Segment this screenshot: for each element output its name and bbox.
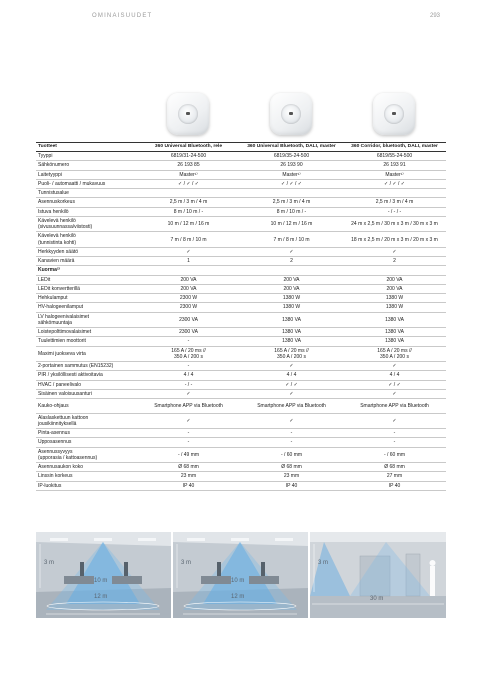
outer-range-label: 12 m — [231, 594, 245, 600]
table-cell: 18 m x 2,5 m / 20 m x 3 m / 20 m x 3 m — [343, 232, 446, 248]
row-label: LEDit konvertterillä — [36, 284, 137, 293]
table-row — [36, 284, 446, 293]
table-cell: 8 m / 10 m / - — [240, 207, 343, 216]
table-cell: Master¹⁾ — [137, 170, 240, 179]
table-cell: - — [137, 337, 240, 346]
table-row — [36, 481, 446, 490]
office-detection-illustration — [173, 532, 308, 618]
row-label: Asennuskorkeus — [36, 198, 137, 207]
corridor-range-label: 30 m — [370, 596, 384, 602]
row-label: Kävelevä henkilö (sivusuunnassa/viistosti) — [36, 216, 137, 232]
table-cell: ✓ — [137, 247, 240, 256]
table-header-row — [36, 143, 446, 152]
table-row — [36, 189, 446, 198]
table-cell: 165 A / 20 ms // 350 A / 200 s — [137, 346, 240, 362]
table-row — [36, 472, 446, 481]
row-label: Maximi juokseva virta — [36, 346, 137, 362]
product-image-corridor-dali — [343, 93, 446, 137]
inner-range-label: 10 m — [94, 578, 108, 584]
product-image-universal-rele — [137, 93, 240, 137]
table-cell: 23 mm — [240, 472, 343, 481]
table-cell: Ø 68 mm — [240, 463, 343, 472]
table-cell: ✓ — [343, 247, 446, 256]
table-cell: - / 60 mm — [240, 447, 343, 463]
table-cell: - — [137, 362, 240, 371]
table-row — [36, 232, 446, 248]
row-label: Tunnistusalue — [36, 189, 137, 198]
table-cell: 200 VA — [240, 284, 343, 293]
table-cell: 7 m / 8 m / 10 m — [240, 232, 343, 248]
table-cell: ✓ / ✓ — [240, 380, 343, 389]
row-label: Istuva henkilö — [36, 207, 137, 216]
table-cell: ✓ / ✓ / ✓ — [137, 179, 240, 188]
table-cell: Master¹⁾ — [343, 170, 446, 179]
table-cell: - — [343, 429, 446, 438]
row-label: PIR / yksilöllisesti aktivoitavia — [36, 371, 137, 380]
row-label: IP-luokitus — [36, 481, 137, 490]
table-cell — [343, 189, 446, 198]
table-row — [36, 389, 446, 398]
row-label: Kauko-ohjaus — [36, 399, 137, 413]
table-cell: ✓ — [343, 389, 446, 398]
table-cell: - — [343, 438, 446, 447]
table-cell — [137, 266, 240, 275]
table-cell: IP 40 — [240, 481, 343, 490]
table-cell: 1380 VA — [240, 312, 343, 328]
row-label: LEDit — [36, 275, 137, 284]
motion-sensor-image — [167, 93, 209, 135]
table-row — [36, 438, 446, 447]
table-row — [36, 328, 446, 337]
table-cell: 26 193 91 — [343, 161, 446, 170]
table-cell: Ø 68 mm — [137, 463, 240, 472]
table-cell: ✓ — [137, 413, 240, 429]
table-cell: ✓ — [343, 413, 446, 429]
table-cell — [343, 266, 446, 275]
column-header-product: 360 Universal Bluetooth, DALI, master — [240, 143, 343, 152]
table-cell: Master¹⁾ — [240, 170, 343, 179]
table-cell: 8 m / 10 m / - — [137, 207, 240, 216]
table-cell: 26 193 85 — [137, 161, 240, 170]
table-row — [36, 170, 446, 179]
page-number: 293 — [429, 13, 440, 19]
corridor-detection-illustration — [310, 532, 446, 618]
row-label: Hehkulamput — [36, 294, 137, 303]
table-row — [36, 198, 446, 207]
table-cell: ✓ / ✓ / ✓ — [240, 179, 343, 188]
table-cell: ✓ / ✓ — [343, 380, 446, 389]
table-row — [36, 429, 446, 438]
table-cell: 27 mm — [343, 472, 446, 481]
table-body — [36, 152, 446, 491]
table-row — [36, 413, 446, 429]
table-cell: 6819/35-24-500 — [240, 152, 343, 161]
table-cell: 10 m / 12 m / 16 m — [240, 216, 343, 232]
row-label: Laitetyyppi — [36, 170, 137, 179]
table-cell: Ø 68 mm — [343, 463, 446, 472]
table-cell: ✓ — [137, 389, 240, 398]
table-cell: 2300 VA — [137, 328, 240, 337]
row-label: Kuorma²⁾ — [36, 266, 137, 275]
table-cell: 6819/55-24-500 — [343, 152, 446, 161]
table-cell: 200 VA — [240, 275, 343, 284]
table-cell: 1 — [137, 257, 240, 266]
row-label: Tuulettimien moottorit — [36, 337, 137, 346]
table-cell: 1380 W — [343, 303, 446, 312]
table-row — [36, 275, 446, 284]
table-row — [36, 294, 446, 303]
table-cell: 2 — [240, 257, 343, 266]
table-cell: - — [137, 429, 240, 438]
table-cell: 4 / 4 — [343, 371, 446, 380]
table-cell: - / - — [137, 380, 240, 389]
table-cell: 4 / 4 — [240, 371, 343, 380]
table-cell: ✓ / ✓ / ✓ — [343, 179, 446, 188]
row-label: Kanavien määrä — [36, 257, 137, 266]
table-cell: 200 VA — [137, 284, 240, 293]
table-cell: 7 m / 8 m / 10 m — [137, 232, 240, 248]
table-cell: ✓ — [240, 389, 343, 398]
table-cell: 24 m x 2,5 m / 30 m x 3 m / 30 m x 3 m — [343, 216, 446, 232]
mounting-height-label: 3 m — [44, 560, 55, 566]
table-cell: 1380 W — [343, 294, 446, 303]
table-cell: 2300 VA — [137, 312, 240, 328]
table-cell: 2,5 m / 3 m / 4 m — [137, 198, 240, 207]
table-cell: 1380 VA — [343, 312, 446, 328]
table-cell: 2300 W — [137, 303, 240, 312]
table-cell: 4 / 4 — [137, 371, 240, 380]
table-row — [36, 362, 446, 371]
table-row — [36, 266, 446, 275]
row-label: LV halogeenivalaisimet sähkömuuntaja — [36, 312, 137, 328]
table-cell — [137, 189, 240, 198]
table-cell: - / 49 mm — [137, 447, 240, 463]
motion-sensor-image — [270, 93, 312, 135]
specification-table — [36, 142, 446, 491]
row-label: Herkkyyden säätö — [36, 247, 137, 256]
row-label: Sisäinen valoisuusanturi — [36, 389, 137, 398]
table-cell: 1380 VA — [343, 337, 446, 346]
inner-range-label: 10 m — [231, 578, 245, 584]
table-cell: 26 193 90 — [240, 161, 343, 170]
outer-range-label: 12 m — [94, 594, 108, 600]
table-cell: 2,5 m / 3 m / 4 m — [240, 198, 343, 207]
table-cell: ✓ — [240, 413, 343, 429]
office-detection-illustration — [36, 532, 171, 618]
row-label: Linssin korkeus — [36, 472, 137, 481]
table-row — [36, 447, 446, 463]
table-row — [36, 371, 446, 380]
table-cell: - — [240, 438, 343, 447]
table-cell: 1380 VA — [343, 328, 446, 337]
table-cell: Smartphone APP via Bluetooth — [137, 399, 240, 413]
table-row — [36, 207, 446, 216]
table-cell: 2 — [343, 257, 446, 266]
table-cell: 1380 VA — [240, 337, 343, 346]
mounting-height-label: 3 m — [181, 560, 192, 566]
table-cell: 1380 W — [240, 303, 343, 312]
column-header-products: Tuotteet — [36, 143, 137, 152]
table-cell: ✓ — [343, 362, 446, 371]
table-row — [36, 152, 446, 161]
table-row — [36, 247, 446, 256]
table-row — [36, 216, 446, 232]
mounting-height-label: 3 m — [318, 560, 329, 566]
row-label: Sähkönumero — [36, 161, 137, 170]
motion-sensor-image — [373, 93, 415, 135]
table-cell: - / - / - — [343, 207, 446, 216]
table-cell: 23 mm — [137, 472, 240, 481]
column-header-product: 360 Universal Bluetooth, rele — [137, 143, 240, 152]
column-header-product: 360 Corridor, bluetooth, DALI, master — [343, 143, 446, 152]
table-cell: ✓ — [240, 362, 343, 371]
product-images — [137, 93, 446, 137]
table-cell: IP 40 — [137, 481, 240, 490]
table-cell: - — [137, 438, 240, 447]
table-row — [36, 346, 446, 362]
row-label: Kävelevä henkilö (tunnistinta kohti) — [36, 232, 137, 248]
table-row — [36, 257, 446, 266]
section-title: OMINAISUUDET — [92, 13, 153, 19]
row-label: Tyyppi — [36, 152, 137, 161]
table-cell: 200 VA — [343, 275, 446, 284]
table-row — [36, 303, 446, 312]
table-row — [36, 463, 446, 472]
row-label: Upposasennus — [36, 438, 137, 447]
table-row — [36, 380, 446, 389]
row-label: 2-portainen sammutus (EN15232) — [36, 362, 137, 371]
table-row — [36, 337, 446, 346]
row-label: Asennusaukon koko — [36, 463, 137, 472]
table-cell — [240, 266, 343, 275]
detection-illustrations — [36, 532, 446, 618]
table-row — [36, 312, 446, 328]
row-label: HVAC / paneelivalo — [36, 380, 137, 389]
row-label: Alaslaskettuun kattoon jousikiinnityksellä — [36, 413, 137, 429]
table-cell: - / 60 mm — [343, 447, 446, 463]
table-cell: 6819/31-24-500 — [137, 152, 240, 161]
table-cell: Smartphone APP via Bluetooth — [240, 399, 343, 413]
product-image-universal-dali — [240, 93, 343, 137]
table-cell — [240, 189, 343, 198]
table-cell: 1380 VA — [240, 328, 343, 337]
table-cell: IP 40 — [343, 481, 446, 490]
table-cell: 2300 W — [137, 294, 240, 303]
table-row — [36, 179, 446, 188]
row-label: Pinta-asennus — [36, 429, 137, 438]
row-label: HV-halogeenilamput — [36, 303, 137, 312]
table-cell: 2,5 m / 3 m / 4 m — [343, 198, 446, 207]
row-label: Loistepolttimovalaisimet — [36, 328, 137, 337]
table-row — [36, 161, 446, 170]
row-label: Puoli- / automaatti / mukavuus — [36, 179, 137, 188]
table-cell: 200 VA — [137, 275, 240, 284]
table-cell: 165 A / 20 ms // 350 A / 200 s — [343, 346, 446, 362]
table-cell: 1380 W — [240, 294, 343, 303]
page-header — [92, 13, 440, 25]
table-cell: 165 A / 20 ms // 350 A / 200 s — [240, 346, 343, 362]
table-cell: ✓ — [240, 247, 343, 256]
table-cell: Smartphone APP via Bluetooth — [343, 399, 446, 413]
row-label: Asennussyvyys (upporasia / kattoasennus) — [36, 447, 137, 463]
table-cell: - — [240, 429, 343, 438]
table-cell: 200 VA — [343, 284, 446, 293]
table-cell: 10 m / 12 m / 16 m — [137, 216, 240, 232]
table-row — [36, 399, 446, 413]
